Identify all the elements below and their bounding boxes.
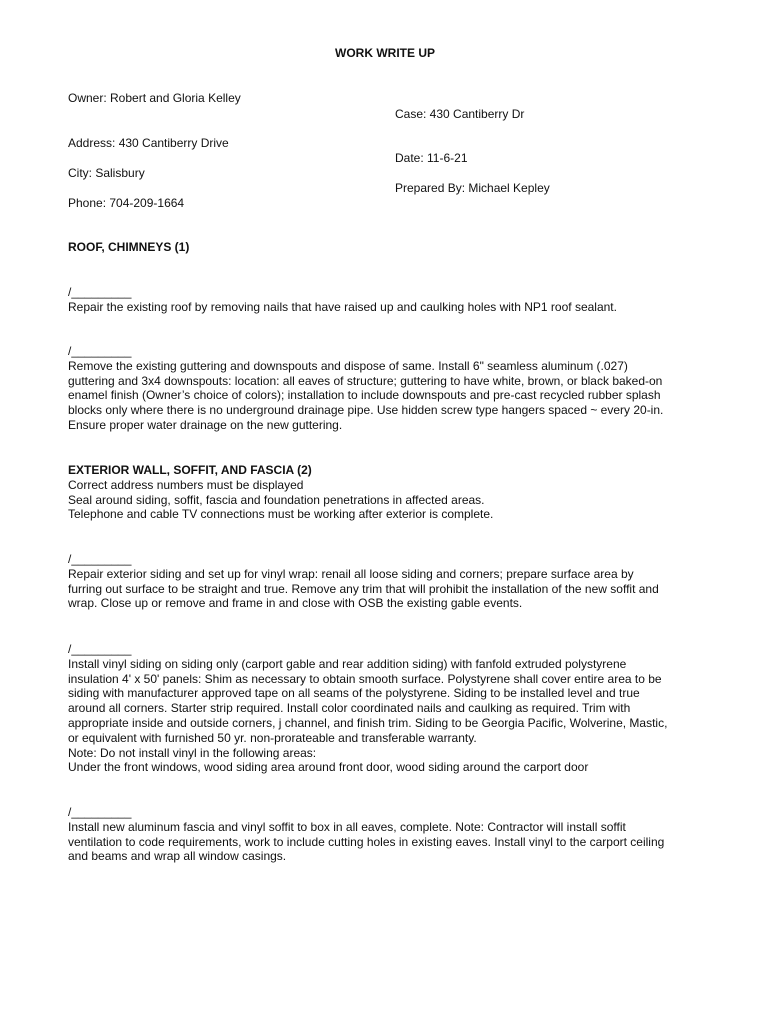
signoff-blank: /_________ [68, 285, 132, 299]
item-line: Install vinyl siding on siding only (carport gable and rear addition siding) with fanfold extruded polystyrene [68, 656, 627, 671]
item-line: enamel finish (Owner’s choice of colors); installation to include downspouts and pre-cast recycled rubber splash [68, 388, 661, 403]
signoff-blank: /_________ [68, 344, 132, 358]
date-field: Date: 11-6-21 [395, 151, 468, 165]
document-title: WORK WRITE UP [335, 46, 435, 60]
signoff-blank: /_________ [68, 552, 132, 566]
item-line: guttering and 3x4 downspouts: location: all eaves of structure; guttering to have white, brown, or black baked-on [68, 373, 663, 388]
item-line: siding with manufacturer approved tape on all seams of the polystyrene. Siding to be installed level and true [68, 686, 640, 701]
intro-line: Telephone and cable TV connections must be working after exterior is complete. [68, 507, 494, 522]
work-item [68, 805, 708, 864]
item-line: ventilation to code requirements, work to include cutting holes in existing eaves. Install vinyl to the carport ceiling [68, 834, 665, 849]
item-line: insulation 4' x 50' panels: Shim as necessary to obtain smooth surface. Polystyrene shall cover entire area to be [68, 671, 662, 686]
case-field: Case: 430 Cantiberry Dr [395, 107, 525, 121]
item-line: Remove the existing guttering and downspouts and dispose of same. Install 6" seamless aluminum (.027) [68, 358, 628, 373]
work-item [68, 285, 708, 315]
item-line: Repair exterior siding and set up for vinyl wrap: renail all loose siding and corners; prepare surface area by [68, 566, 634, 581]
item-line: and beams and wrap all window casings. [68, 849, 287, 864]
work-item [68, 642, 708, 775]
item-line: appropriate inside and outside corners, j channel, and finish trim. Siding to be Georgia Pacific, Wolverine, Mastic, [68, 715, 668, 730]
intro-line: Correct address numbers must be displayed [68, 477, 304, 492]
prepared-by-field: Prepared By: Michael Kepley [395, 181, 550, 195]
item-line: around all corners. Starter strip required. Install color coordinated nails and caulking as required. Trim with [68, 701, 631, 716]
phone-field: Phone: 704-209-1664 [68, 196, 185, 210]
item-line: furring out surface to be straight and true. Remove any trim that will prohibit the installation of the new soffit and [68, 581, 659, 596]
item-line: Ensure proper water drainage on the new guttering. [68, 417, 343, 432]
address-field: Address: 430 Cantiberry Drive [68, 136, 229, 150]
section-exterior [68, 463, 708, 522]
city-field: City: Salisbury [68, 166, 145, 180]
section-heading-roof: ROOF, CHIMNEYS (1) [68, 240, 190, 254]
signoff-blank: /_________ [68, 805, 132, 819]
work-item [68, 344, 708, 433]
item-line: Repair the existing roof by removing nails that have raised up and caulking holes with NP1 roof sealant. [68, 299, 617, 314]
item-line: or equivalent with furnished 50 yr. non-prorateable and transferable warranty. [68, 730, 477, 745]
owner-field: Owner: Robert and Gloria Kelley [68, 91, 241, 105]
item-line: wrap. Close up or remove and frame in and close with OSB the existing gable events. [68, 596, 523, 611]
signoff-blank: /_________ [68, 642, 132, 656]
item-line: blocks only where there is no underground drainage pipe. Use hidden screw type hangers spaced ~ every 20-in. [68, 403, 664, 418]
work-item [68, 552, 708, 611]
item-line: Under the front windows, wood siding area around front door, wood siding around the carport door [68, 760, 589, 775]
item-line: Install new aluminum fascia and vinyl soffit to box in all eaves, complete. Note: Contractor will install soffit [68, 819, 626, 834]
intro-line: Seal around siding, soffit, fascia and foundation penetrations in affected areas. [68, 492, 485, 507]
item-line: Note: Do not install vinyl in the following areas: [68, 745, 317, 760]
section-heading-exterior: EXTERIOR WALL, SOFFIT, AND FASCIA (2) [68, 463, 312, 477]
